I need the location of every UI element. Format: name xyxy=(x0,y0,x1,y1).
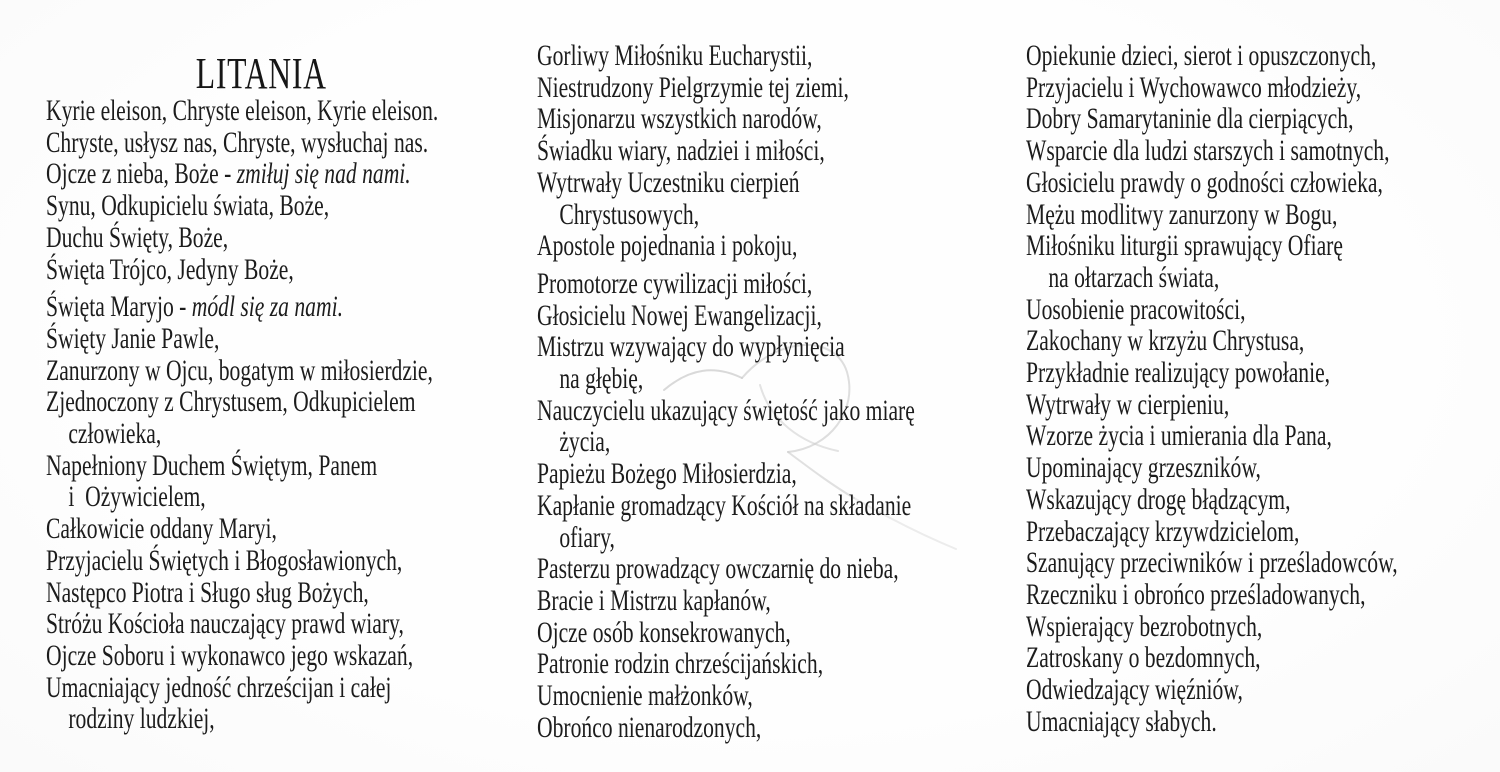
invocation-text: i Ożywicielem, xyxy=(68,480,206,514)
invocation-text: Chryste, usłysz nas, Chryste, wysłuchaj nas. xyxy=(46,125,429,159)
litany-line xyxy=(46,672,523,704)
litany-line xyxy=(46,640,523,672)
litany-line xyxy=(46,513,523,545)
litany-line xyxy=(1026,357,1500,389)
litany-line xyxy=(537,300,1014,332)
invocation-text: Szanujący przeciwników i prześladowców, xyxy=(1026,546,1398,580)
litany-line xyxy=(537,617,1014,649)
litany-line xyxy=(46,545,523,577)
invocation-text: Synu, Odkupicielu świata, Boże, xyxy=(46,189,330,223)
litany-line xyxy=(537,363,1014,395)
litany-line xyxy=(1026,452,1500,484)
invocation-text: Umocnienie małżonków, xyxy=(537,679,753,713)
litany-line xyxy=(1026,167,1500,199)
litany-line xyxy=(1026,135,1500,167)
invocation-text: Promotorze cywilizacji miłości, xyxy=(537,266,813,300)
invocation-text: ofiary, xyxy=(559,520,615,554)
litany-line xyxy=(46,222,523,254)
litany-column-2 xyxy=(537,0,1014,743)
invocation-text: Apostole pojednania i pokoju, xyxy=(537,229,798,263)
litany-line xyxy=(46,418,523,450)
litany-line xyxy=(537,135,1014,167)
litany-line xyxy=(537,522,1014,554)
litany-line xyxy=(537,40,1014,72)
invocation-text: Kapłanie gromadzący Kościół na składanie xyxy=(537,488,912,522)
litany-line xyxy=(46,323,523,355)
invocation-text: Przebaczający krzywdzicielom, xyxy=(1026,514,1300,548)
litany-line xyxy=(537,103,1014,135)
invocation-text: Miłośniku liturgii sprawujący Ofiarę xyxy=(1026,229,1343,263)
litany-line xyxy=(46,95,523,127)
invocation-text: Bracie i Mistrzu kapłanów, xyxy=(537,583,771,617)
litany-line xyxy=(537,230,1014,262)
invocation-text: Zatroskany o bezdomnych, xyxy=(1026,641,1261,675)
invocation-text: życia, xyxy=(559,425,611,459)
invocation-text: Napełniony Duchem Świętym, Panem xyxy=(46,448,378,482)
invocation-text: na głębię, xyxy=(559,362,644,396)
litany-line xyxy=(1026,706,1500,738)
litany-line xyxy=(46,386,523,418)
column-1-lines xyxy=(46,95,523,735)
litany-line xyxy=(537,72,1014,104)
litany-line xyxy=(1026,420,1500,452)
litany-line xyxy=(46,450,523,482)
invocation-text: Święta Maryjo - xyxy=(46,290,192,324)
invocation-text: Uosobienie pracowitości, xyxy=(1026,292,1246,326)
litany-line xyxy=(1026,103,1500,135)
page-title: LITANIA xyxy=(195,49,327,98)
invocation-text: Zjednoczony z Chrystusem, Odkupicielem xyxy=(46,385,416,419)
litany-line xyxy=(46,127,523,159)
invocation-text: Rzeczniku i obrońco prześladowanych, xyxy=(1026,577,1366,611)
invocation-text: Upominający grzeszników, xyxy=(1026,451,1261,485)
invocation-text: Stróżu Kościoła nauczający prawd wiary, xyxy=(46,607,404,641)
invocation-text: Głosicielu prawdy o godności człowieka, xyxy=(1026,165,1383,199)
invocation-text: Przyjacielu Świętych i Błogosławionych, xyxy=(46,543,403,577)
litany-line xyxy=(1026,516,1500,548)
litany-line xyxy=(537,585,1014,617)
invocation-text: Duchu Święty, Boże, xyxy=(46,220,229,254)
litany-line xyxy=(1026,72,1500,104)
column-3-lines xyxy=(1026,40,1500,737)
invocation-text: Zakochany w krzyżu Chrystusa, xyxy=(1026,324,1305,358)
litany-line xyxy=(46,608,523,640)
litany-line xyxy=(1026,325,1500,357)
invocation-text: rodziny ludzkiej, xyxy=(68,702,215,736)
invocation-text: Misjonarzu wszystkich narodów, xyxy=(537,102,822,136)
invocation-text: Gorliwy Miłośniku Eucharystii, xyxy=(537,39,813,72)
litany-line xyxy=(46,355,523,387)
litany-line xyxy=(46,481,523,513)
invocation-text: Całkowicie oddany Maryi, xyxy=(46,512,277,546)
litany-line xyxy=(537,490,1014,522)
invocation-text: Patronie rodzin chrześcijańskich, xyxy=(537,647,824,681)
litany-line xyxy=(537,426,1014,458)
litany-line xyxy=(1026,642,1500,674)
litany-line xyxy=(537,680,1014,712)
invocation-text: Ojcze osób konsekrowanych, xyxy=(537,615,791,649)
litany-line xyxy=(1026,262,1500,294)
invocation-text: Głosicielu Nowej Ewangelizacji, xyxy=(537,298,822,332)
litany-line xyxy=(46,254,523,286)
invocation-text: człowieka, xyxy=(68,417,162,451)
invocation-text: Opiekunie dzieci, sierot i opuszczonych, xyxy=(1026,39,1377,72)
litany-line xyxy=(537,199,1014,231)
invocation-text: Papieżu Bożego Miłosierdzia, xyxy=(537,457,797,491)
litany-line xyxy=(537,268,1014,300)
litany-line xyxy=(46,703,523,735)
litany-line xyxy=(1026,674,1500,706)
litany-line xyxy=(46,158,523,190)
invocation-text: Niestrudzony Pielgrzymie tej ziemi, xyxy=(537,70,849,104)
invocation-text: Ojcze Soboru i wykonawco jego wskazań, xyxy=(46,638,414,672)
litany-column-3 xyxy=(1026,0,1500,737)
invocation-text: Święty Janie Pawle, xyxy=(46,321,220,355)
invocation-text: Pasterzu prowadzący owczarnię do nieba, xyxy=(537,552,899,586)
litany-line xyxy=(1026,199,1500,231)
invocation-text: Nauczycielu ukazujący świętość jako miarę xyxy=(537,393,915,427)
invocation-text: Odwiedzający więźniów, xyxy=(1026,673,1243,707)
invocation-text: Mężu modlitwy zanurzony w Bogu, xyxy=(1026,197,1338,231)
column-2-lines xyxy=(537,40,1014,743)
litany-line xyxy=(1026,389,1500,421)
litany-line xyxy=(1026,294,1500,326)
litany-line xyxy=(46,577,523,609)
invocation-text: Mistrzu wzywający do wypłynięcia xyxy=(537,330,845,364)
litany-line xyxy=(537,648,1014,680)
litany-line xyxy=(1026,230,1500,262)
invocation-text: na ołtarzach świata, xyxy=(1048,260,1220,294)
invocation-text: Przykładnie realizujący powołanie, xyxy=(1026,356,1331,390)
invocation-text: Wsparcie dla ludzi starszych i samotnych, xyxy=(1026,134,1390,168)
litany-line xyxy=(1026,40,1500,72)
invocation-text: Wskazujący drogę błądzącym, xyxy=(1026,482,1291,516)
litany-line xyxy=(537,167,1014,199)
invocation-text: Obrońco nienarodzonych, xyxy=(537,710,762,744)
litany-line xyxy=(1026,547,1500,579)
litany-column-1 xyxy=(46,0,523,735)
litany-line xyxy=(46,190,523,222)
invocation-text: Zanurzony w Ojcu, bogatym w miłosierdzie, xyxy=(46,353,433,387)
litany-line xyxy=(1026,484,1500,516)
litany-line xyxy=(1026,579,1500,611)
invocation-text: Wytrwały w cierpieniu, xyxy=(1026,387,1230,421)
litany-line xyxy=(537,712,1014,744)
invocation-text: Świadku wiary, nadziei i miłości, xyxy=(537,134,825,168)
invocation-text: Wspierający bezrobotnych, xyxy=(1026,609,1263,643)
response-italic-text: zmiłuj się nad nami. xyxy=(236,157,411,191)
litany-line xyxy=(537,395,1014,427)
invocation-text: Następco Piotra i Sługo sług Bożych, xyxy=(46,575,369,609)
invocation-text: Umacniający słabych. xyxy=(1026,704,1217,738)
invocation-text: Wzorze życia i umierania dla Pana, xyxy=(1026,419,1332,453)
litany-line xyxy=(46,291,523,323)
invocation-text: Dobry Samarytaninie dla cierpiących, xyxy=(1026,102,1354,136)
invocation-text: Wytrwały Uczestniku cierpień xyxy=(537,165,800,199)
invocation-text: Umacniający jedność chrześcijan i całej xyxy=(46,670,392,704)
invocation-text: Chrystusowych, xyxy=(559,197,700,231)
litany-line xyxy=(537,553,1014,585)
invocation-text: Święta Trójco, Jedyny Boże, xyxy=(46,252,294,286)
invocation-text: Przyjacielu i Wychowawco młodzieży, xyxy=(1026,70,1362,104)
response-italic-text: módl się za nami. xyxy=(191,290,343,324)
invocation-text: Kyrie eleison, Chryste eleison, Kyrie eleison. xyxy=(46,94,439,127)
litany-line xyxy=(537,458,1014,490)
invocation-text: Ojcze z nieba, Boże - xyxy=(46,157,237,191)
litany-line xyxy=(1026,611,1500,643)
litany-line xyxy=(537,331,1014,363)
